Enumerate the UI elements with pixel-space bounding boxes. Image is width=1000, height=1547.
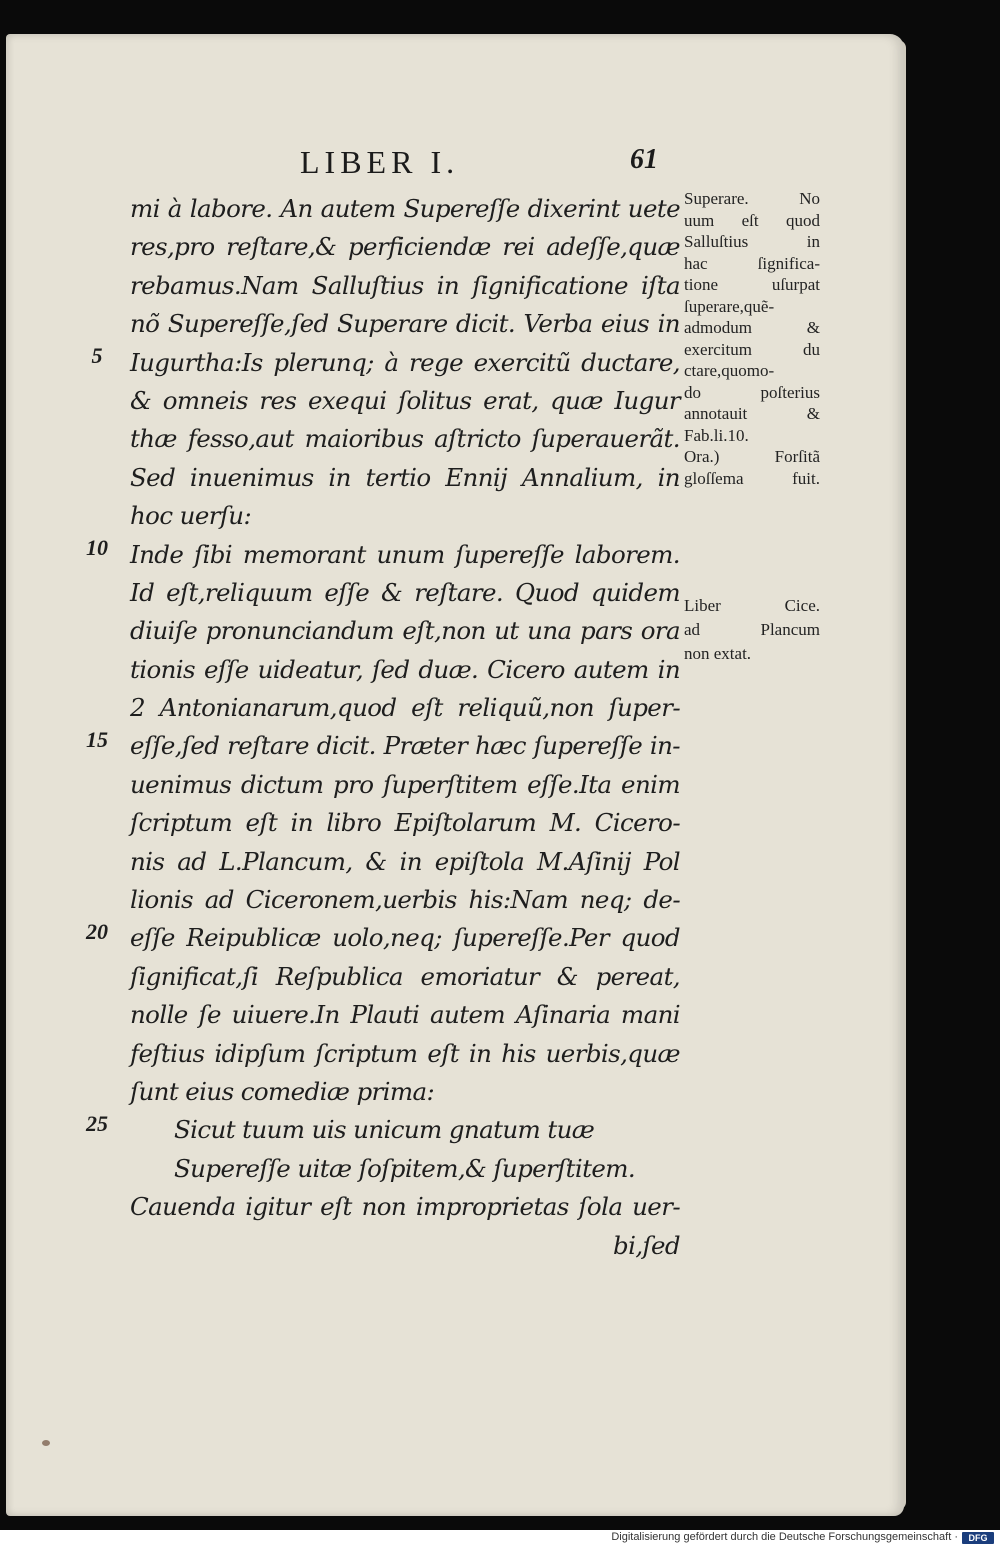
- text-line: lionis ad Ciceronem,uerbis his:Nam neq; de-: [130, 885, 680, 915]
- note-line: exercitum du: [684, 339, 820, 359]
- note-line: Superare. No: [684, 189, 820, 208]
- text-line: & omneis res exequi ſolitus erat, quæ Iugur: [130, 385, 680, 415]
- text-line: res,pro reſtare,& perficiendæ rei adeſſe,quæ: [130, 232, 680, 262]
- text-line: hoc uerſu:: [130, 501, 252, 531]
- text-line: ſignificat,ſi Reſpublica emoriatur & pereat,: [130, 961, 680, 991]
- text-line: Id eſt,reliquum eſſe & reſtare. Quod quidem: [130, 577, 680, 607]
- note-line: ctare,quomo-: [684, 361, 775, 380]
- note-line: non extat.: [684, 644, 752, 663]
- note-line: tione uſurpat: [684, 275, 820, 294]
- text-line: Sed inuenimus in tertio Ennij Annalium, in: [130, 462, 680, 492]
- text-line: ſcriptum eſt in libro Epiſtolarum M. Cicero-: [130, 808, 680, 838]
- text-line: tionis eſſe uideatur, ſed duæ. Cicero autem in: [130, 654, 680, 684]
- text-line: Iugurtha:Is plerunq; à rege exercitũ ductare,: [130, 347, 680, 377]
- text-line: eſſe Reipublicæ uolo,neq; ſupereſſe.Per quod: [130, 923, 680, 953]
- body-text: [130, 190, 680, 1265]
- text-line: nis ad L.Plancum, & in epiſtola M.Aſinij Pol: [130, 846, 680, 876]
- text-line: thæ fesso,aut maioribus aſtricto ſuperauerãt.: [130, 424, 680, 454]
- text-line: diuiſe pronunciandum eſt,non ut una pars ora: [130, 616, 680, 646]
- note-line: Liber Cice.: [684, 596, 820, 615]
- text-line: rebamus.Nam Salluſtius in ſignificatione iſta: [130, 270, 680, 300]
- line-number: 15: [86, 727, 108, 752]
- catchword: bi,ſed: [613, 1230, 680, 1260]
- marginal-note-superare: [684, 188, 820, 489]
- text-line: eſſe,ſed reſtare dicit. Præter hæc ſupereſſe in-: [130, 731, 680, 761]
- note-line: do poſterius: [684, 382, 820, 402]
- text-line: mi à labore. An autem Supereſſe dixerint uete: [130, 194, 680, 223]
- verse-line: Supereſſe uitæ ſoſpitem,& ſuperſtitem.: [174, 1153, 636, 1183]
- text-line: feſtius idipſum ſcriptum eſt in his uerbis,quæ: [130, 1038, 680, 1068]
- line-number: 20: [86, 919, 108, 944]
- note-line: Ora.) Forſitã: [684, 447, 820, 466]
- running-head-title: LIBER I.: [300, 144, 460, 180]
- verse-line: Sicut tuum uis unicum gnatum tuæ: [174, 1115, 595, 1145]
- ink-blot: [42, 1440, 50, 1446]
- note-line: Salluſtius in: [684, 232, 820, 251]
- note-line: admodum &: [684, 318, 820, 337]
- line-number: 5: [91, 343, 103, 368]
- funding-notice: Digitalisierung gefördert durch die Deutsche Forschungsgemeinschaft ·: [611, 1531, 958, 1543]
- text-line: Cauenda igitur eſt non improprietas ſola uer-: [130, 1192, 680, 1222]
- text-line: Inde ſibi memorant unum ſupereſſe laborem.: [130, 539, 680, 569]
- text-line: uenimus dictum pro ſuperſtitem eſſe.Ita enim: [130, 769, 680, 799]
- note-line: hac ſignifica-: [684, 253, 820, 273]
- line-number: 10: [86, 535, 108, 560]
- text-line: ſunt eius comediæ prima:: [130, 1076, 435, 1106]
- note-line: annotauit &: [684, 404, 820, 423]
- text-line: nõ Supereſſe,ſed Superare dicit. Verba eius in: [130, 309, 680, 339]
- line-number: 25: [86, 1111, 108, 1136]
- text-line: 2 Antonianarum,quod eſt reliquũ,non ſuper-: [130, 693, 680, 723]
- running-head: [300, 144, 680, 184]
- footer-bar: [0, 1530, 1000, 1547]
- page-number: 61: [630, 144, 658, 175]
- marginal-note-plancum: [684, 594, 820, 666]
- text-line: nolle ſe uiuere.In Plauti autem Aſinaria mani: [130, 1000, 680, 1030]
- note-line: ſuperare,quẽ-: [684, 296, 775, 316]
- note-line: Fab.li.10.: [684, 425, 749, 445]
- note-line: gloſſema fuit.: [684, 468, 820, 488]
- note-line: ad Plancum: [684, 620, 820, 639]
- dfg-logo: DFG: [962, 1532, 994, 1544]
- note-line: uum eſt quod: [684, 210, 820, 230]
